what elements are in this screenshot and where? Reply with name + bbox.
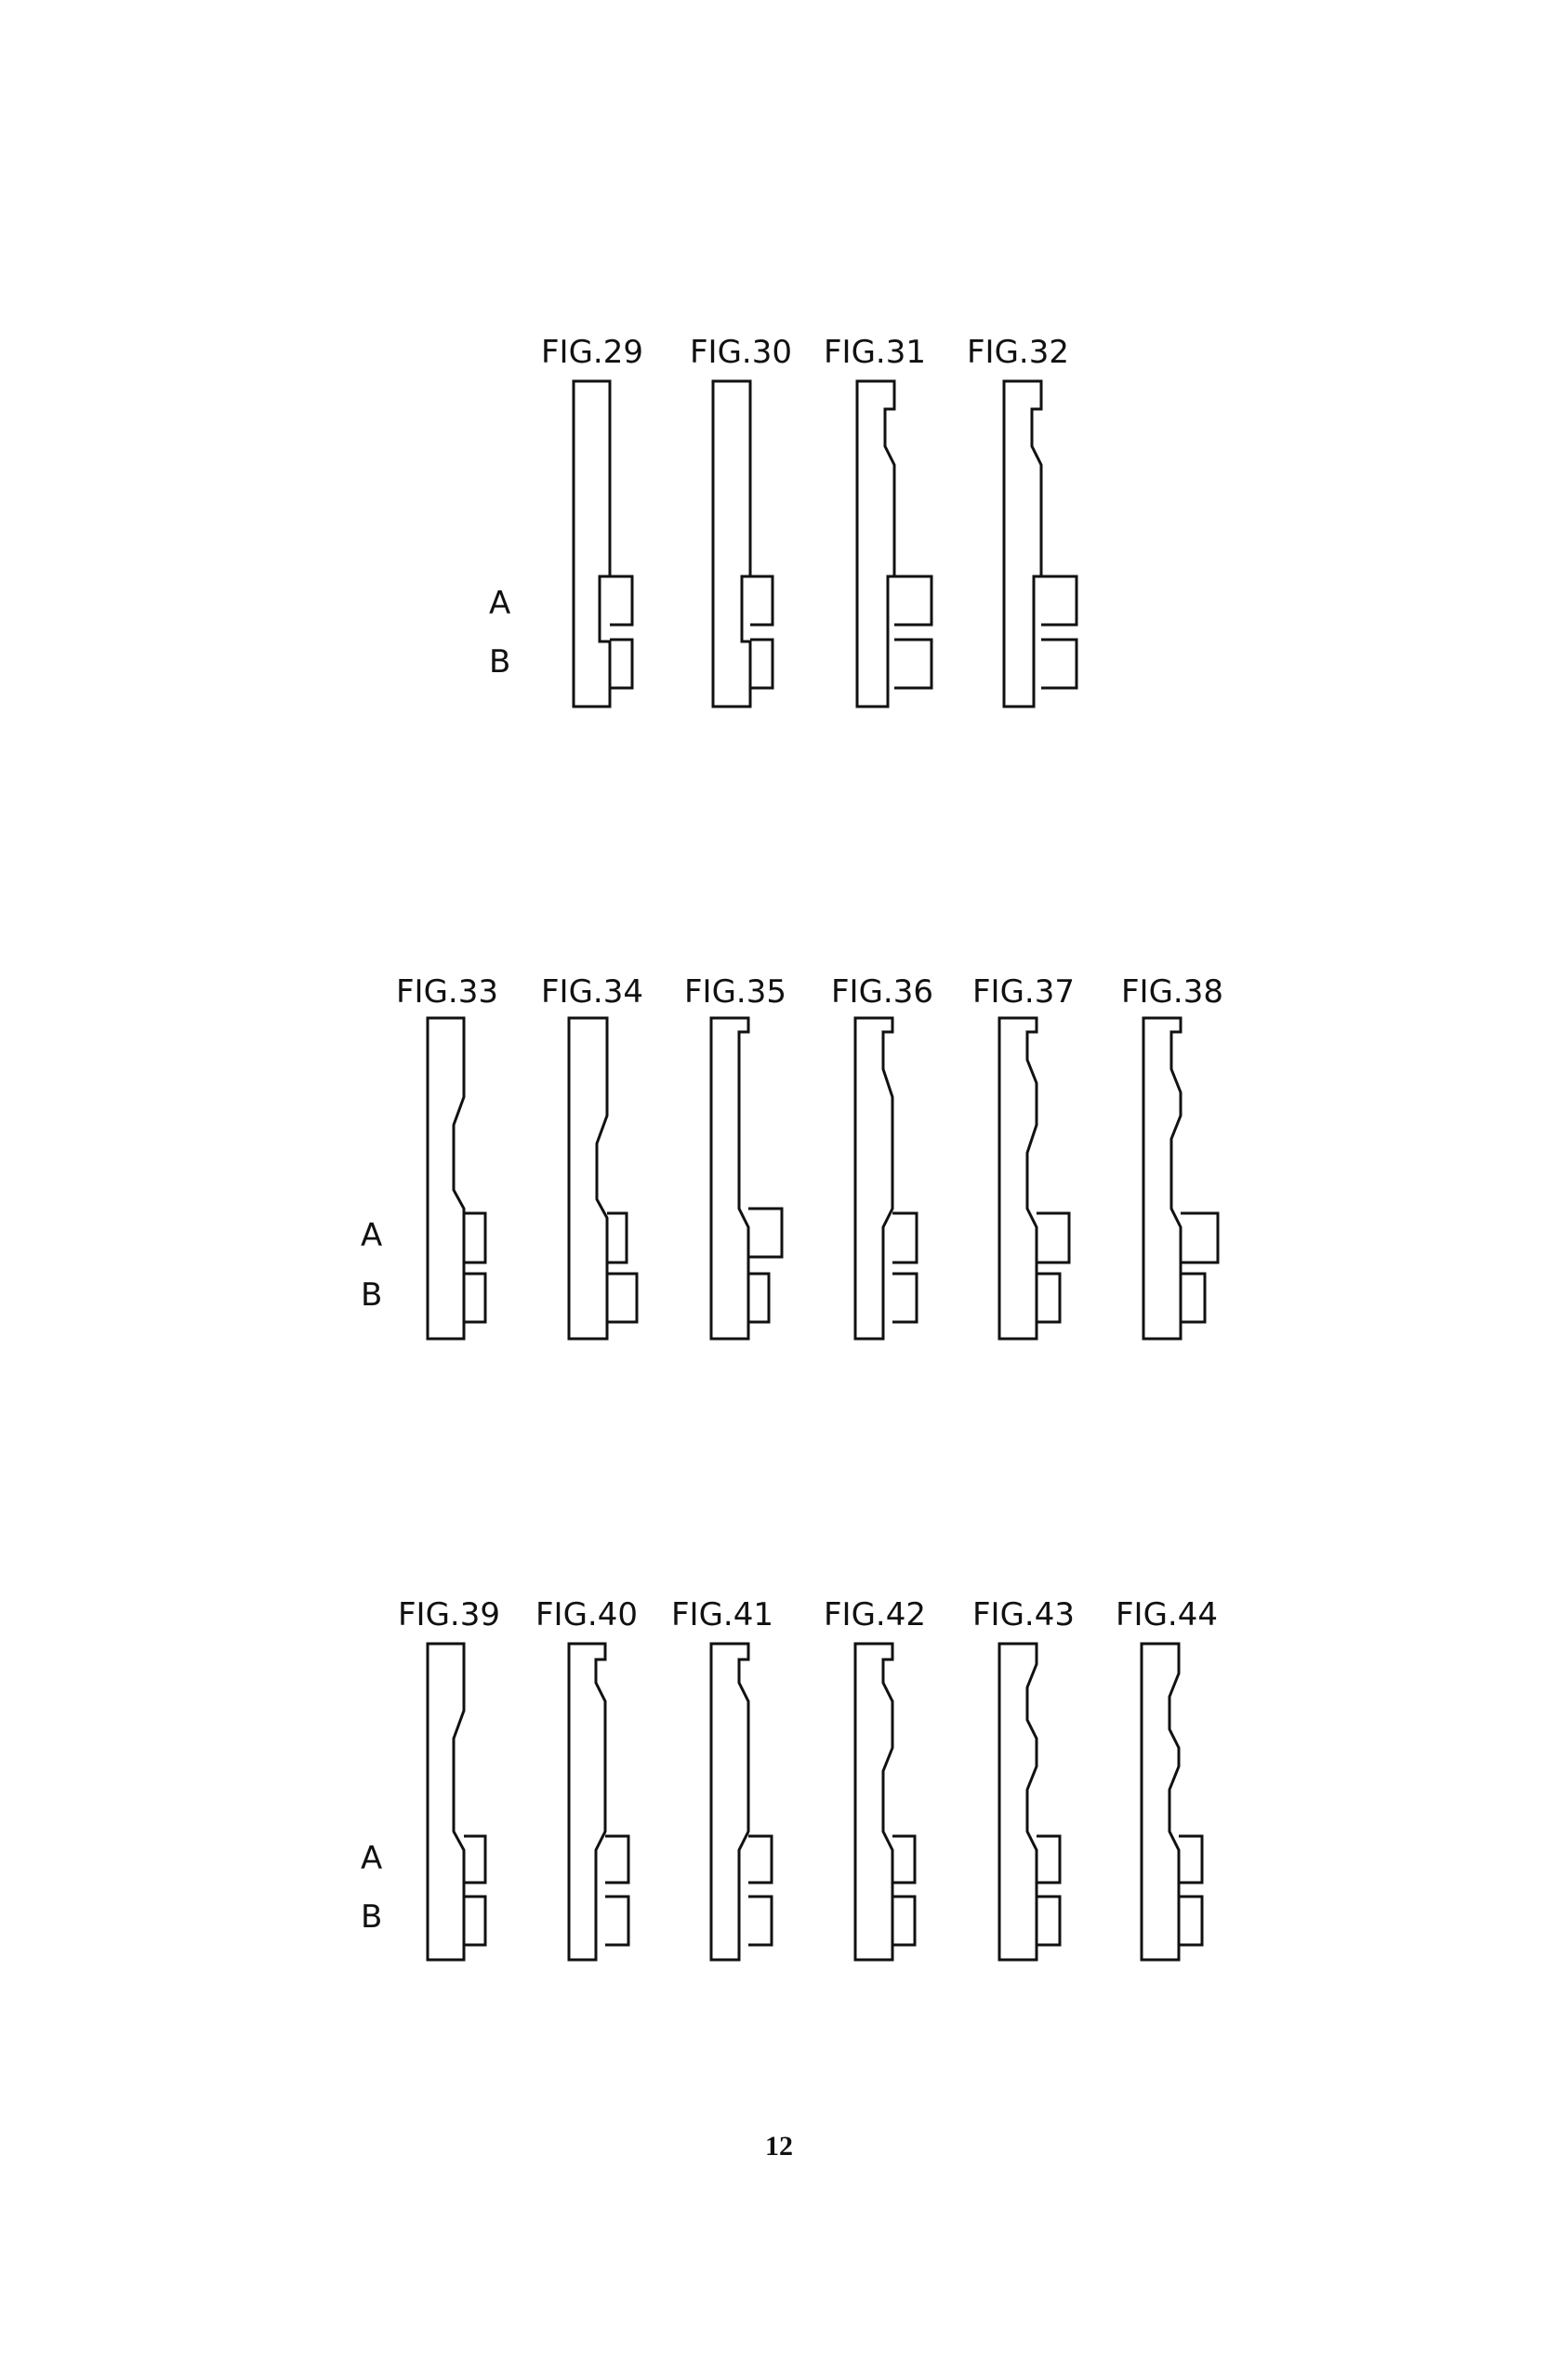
ward-a: [464, 1213, 485, 1263]
ward-b: [1181, 1274, 1205, 1322]
ward-a: [1179, 1836, 1202, 1883]
ward-a: [892, 1836, 915, 1883]
figure-row-2: [361, 973, 1223, 1339]
key-profile: [569, 1018, 607, 1339]
figure: [824, 1596, 926, 1960]
ward-b: [892, 1897, 915, 1945]
figure-label: FIG.39: [398, 1596, 501, 1633]
key-profile: [711, 1018, 748, 1339]
figure: [684, 973, 786, 1339]
ward-a: [892, 1213, 917, 1263]
figure: [541, 334, 643, 707]
row-label-a: A: [361, 1840, 383, 1877]
ward-b: [607, 1274, 637, 1322]
key-profile: [428, 1018, 464, 1339]
key-profile: [857, 381, 894, 707]
figure-label: FIG.38: [1121, 973, 1224, 1011]
ward-b: [748, 1274, 769, 1322]
ward-b: [1041, 640, 1077, 688]
key-profile: [855, 1018, 892, 1339]
ward-b: [1037, 1274, 1060, 1322]
figure: [831, 973, 933, 1339]
ward-a: [894, 576, 931, 625]
figure-label: FIG.30: [690, 334, 793, 371]
ward-b: [748, 1897, 772, 1945]
ward-a: [1181, 1213, 1218, 1263]
figure-row-1: [489, 334, 1077, 707]
key-profile: [574, 381, 610, 707]
figure: [671, 1596, 773, 1960]
figure-label: FIG.36: [831, 973, 934, 1011]
ward-a: [1037, 1213, 1069, 1263]
key-profile: [1004, 381, 1041, 707]
figure: [541, 973, 643, 1339]
key-profile: [1142, 1644, 1179, 1960]
ward-a: [464, 1836, 485, 1883]
row-label-b: B: [361, 1276, 383, 1314]
ward-b: [1179, 1897, 1202, 1945]
ward-a: [1041, 576, 1077, 625]
ward-b: [464, 1897, 485, 1945]
figure-label: FIG.33: [396, 973, 499, 1011]
key-profile: [711, 1644, 748, 1960]
figure-label: FIG.35: [684, 973, 787, 1011]
figure-label: FIG.34: [541, 973, 644, 1011]
ward-a: [748, 1209, 782, 1257]
figure: [690, 334, 792, 707]
key-profile: [428, 1644, 464, 1960]
ward-b: [892, 1274, 917, 1322]
ward-b: [1037, 1897, 1060, 1945]
ward-a: [605, 1836, 628, 1883]
figure: [396, 973, 498, 1339]
ward-b: [610, 640, 632, 688]
page-number: 12: [765, 2131, 793, 2162]
figure-label: FIG.40: [535, 1596, 639, 1633]
key-profile: [999, 1644, 1037, 1960]
figure-label: FIG.29: [541, 334, 644, 371]
figure-label: FIG.42: [824, 1596, 927, 1633]
ward-b: [605, 1897, 628, 1945]
row-label-b: B: [361, 1898, 383, 1936]
figure-label: FIG.37: [972, 973, 1076, 1011]
key-profile: [713, 381, 750, 707]
key-profile: [1143, 1018, 1181, 1339]
ward-b: [464, 1274, 485, 1322]
ward-a: [748, 1836, 772, 1883]
figure: [972, 1596, 1075, 1960]
figure: [1116, 1596, 1218, 1960]
figure-label: FIG.44: [1116, 1596, 1219, 1633]
ward-a: [750, 576, 773, 625]
figure-label: FIG.31: [824, 334, 927, 371]
key-profile: [999, 1018, 1037, 1339]
figure-label: FIG.32: [967, 334, 1070, 371]
ward-a: [607, 1213, 627, 1263]
figure-label: FIG.41: [671, 1596, 774, 1633]
row-label-a: A: [361, 1217, 383, 1254]
figure-label: FIG.43: [972, 1596, 1076, 1633]
ward-a: [610, 576, 632, 625]
figure: [1121, 973, 1223, 1339]
figure-row-3: [361, 1596, 1218, 1960]
row-label-b: B: [489, 643, 511, 681]
figure: [398, 1596, 500, 1960]
key-profile: [855, 1644, 892, 1960]
key-profile: [569, 1644, 605, 1960]
figure: [535, 1596, 638, 1960]
figure: [824, 334, 931, 707]
ward-a: [1037, 1836, 1060, 1883]
figure: [972, 973, 1075, 1339]
row-label-a: A: [489, 585, 511, 622]
ward-b: [750, 640, 773, 688]
figure: [967, 334, 1077, 707]
ward-b: [894, 640, 931, 688]
